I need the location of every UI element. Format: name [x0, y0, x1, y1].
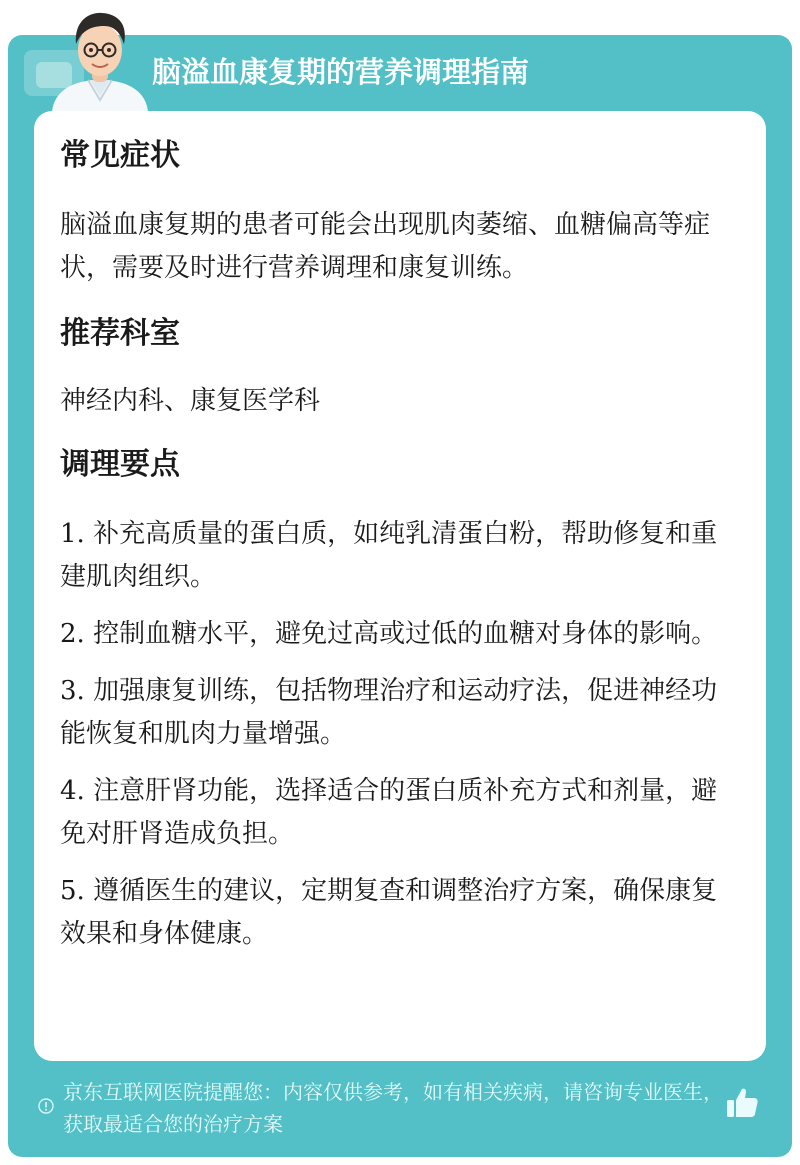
tips-heading: 调理要点	[60, 447, 180, 482]
symptoms-text: 脑溢血康复期的患者可能会出现肌肉萎缩、血糖偏高等症状，需要及时进行营养调理和康复训练。	[60, 210, 711, 283]
tip-number: 1.	[60, 519, 85, 549]
tip-text: 补充高质量的蛋白质，如纯乳清蛋白粉，帮助修复和重建肌肉组织。	[60, 519, 718, 592]
tip-number: 3.	[60, 676, 85, 706]
list-item	[60, 670, 730, 756]
symptoms-heading: 常见症状	[60, 138, 180, 173]
disclaimer-text: 京东互联网医院提醒您：内容仅供参考，如有相关疾病，请咨询专业医生，获取最适合您的治疗方案	[63, 1080, 723, 1136]
tips-list	[60, 513, 730, 956]
tip-text: 注意肝肾功能，选择适合的蛋白质补充方式和剂量，避免对肝肾造成负担。	[60, 776, 718, 849]
info-icon	[38, 1098, 54, 1114]
tip-number: 4.	[60, 776, 85, 806]
page-title: 脑溢血康复期的营养调理指南	[152, 55, 530, 89]
tip-text: 控制血糖水平，避免过高或过低的血糖对身体的影响。	[93, 619, 718, 649]
list-item	[60, 513, 730, 599]
department-heading: 推荐科室	[60, 316, 180, 351]
tip-number: 5.	[60, 876, 85, 906]
list-item	[60, 770, 730, 856]
doctor-avatar-icon	[44, 4, 156, 112]
article-content	[60, 132, 730, 970]
list-item	[60, 870, 730, 956]
tip-number: 2.	[60, 619, 85, 649]
tip-text: 加强康复训练，包括物理治疗和运动疗法，促进神经功能恢复和肌肉力量增强。	[60, 676, 718, 749]
department-text: 神经内科、康复医学科	[60, 386, 321, 416]
thumbs-up-icon[interactable]	[724, 1085, 760, 1121]
tip-text: 遵循医生的建议，定期复查和调整治疗方案，确保康复效果和身体健康。	[60, 876, 718, 949]
list-item	[60, 613, 730, 656]
